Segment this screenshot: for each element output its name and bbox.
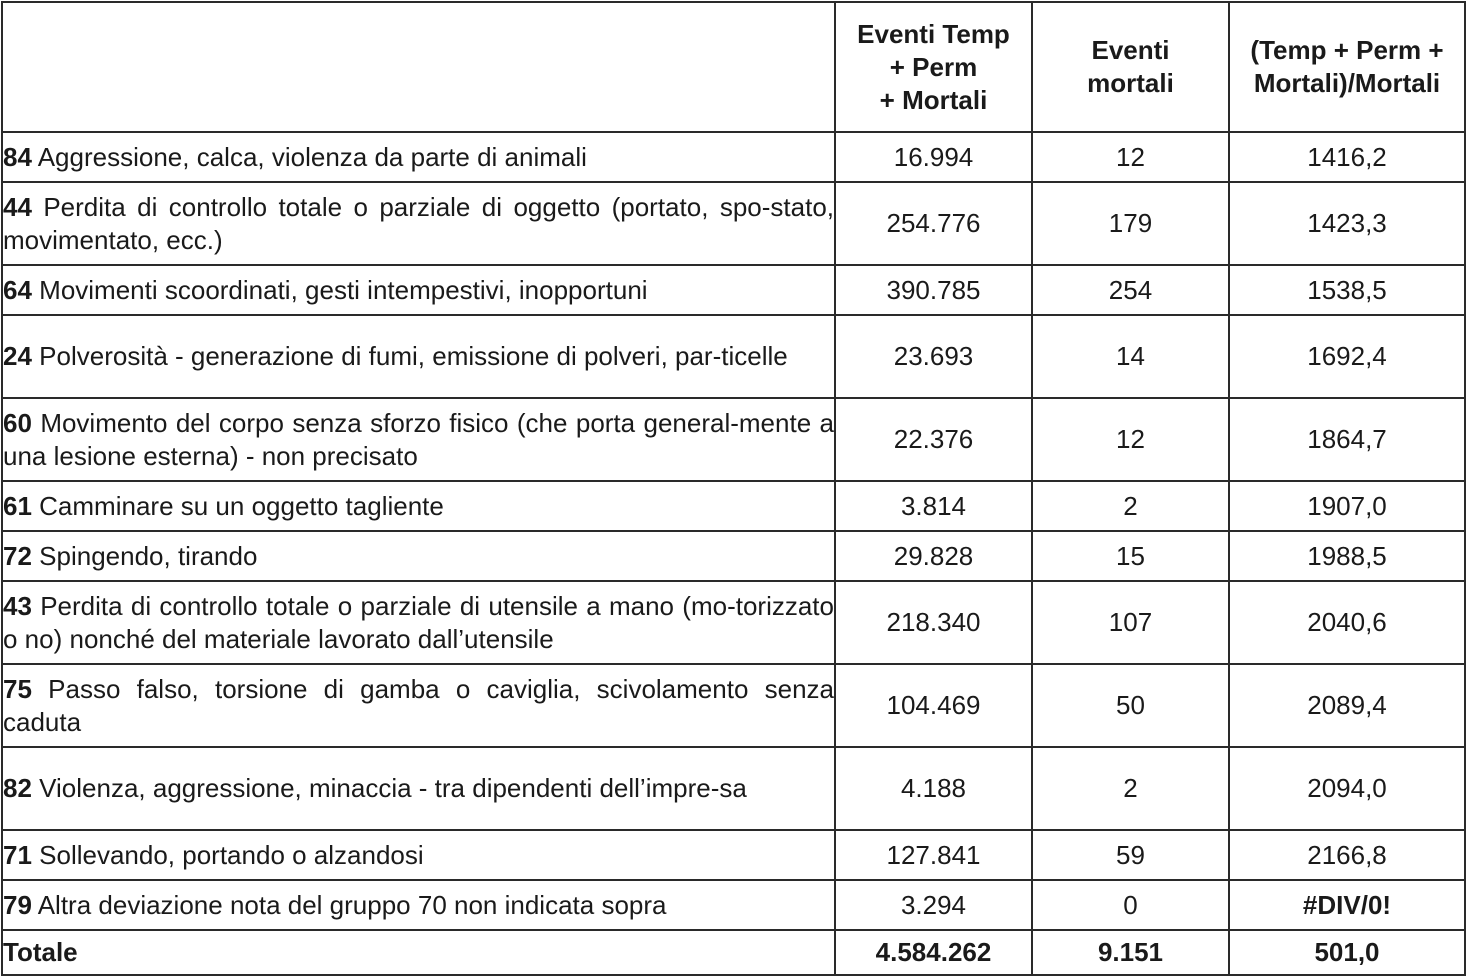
- row-code: 82: [3, 773, 32, 803]
- row-ratio: 2040,6: [1229, 581, 1465, 664]
- row-fatal: 0: [1032, 880, 1229, 930]
- row-code: 79: [3, 889, 32, 920]
- total-ratio: 501,0: [1229, 930, 1465, 975]
- row-code: 64: [3, 274, 32, 305]
- row-text: Perdita di controllo totale o parziale di utensile a mano (mo-torizzato o no) nonché del materiale lavorato dall’utensile: [3, 590, 834, 654]
- row-description: [2, 182, 835, 265]
- header-ratio-line-2: Mortali)/Mortali: [1253, 68, 1441, 98]
- header-fatal-events-line-2: mortali: [1087, 68, 1174, 98]
- row-description: [2, 880, 835, 930]
- deviation-table: [1, 1, 1466, 976]
- table-row: [2, 398, 1465, 481]
- total-label: Totale: [2, 930, 835, 975]
- row-code: 24: [3, 341, 32, 371]
- row-ratio: 1423,3: [1229, 182, 1465, 265]
- row-code: 43: [3, 590, 32, 621]
- row-text: Polverosità - generazione di fumi, emissione di polveri, par-ticelle: [39, 341, 788, 371]
- row-code: 71: [3, 839, 32, 870]
- table-row: [2, 664, 1465, 747]
- row-fatal: 107: [1032, 581, 1229, 664]
- row-fatal: 179: [1032, 182, 1229, 265]
- header-ratio: [1229, 2, 1465, 132]
- row-text: Movimento del corpo senza sforzo fisico (che porta general-mente a una lesione esterna) - non precisato: [3, 407, 834, 471]
- header-events-total-line-3: + Mortali: [879, 84, 988, 115]
- row-text: Movimenti scoordinati, gesti intempestivi, inopportuni: [39, 274, 648, 305]
- row-ratio: 1692,4: [1229, 315, 1465, 398]
- header-ratio-line-1: (Temp + Perm +: [1250, 35, 1444, 65]
- row-ratio: 1907,0: [1229, 481, 1465, 531]
- row-description: [2, 315, 835, 398]
- row-ratio: 1538,5: [1229, 265, 1465, 315]
- row-description: [2, 747, 835, 830]
- header-fatal-events-line-1: Eventi: [1091, 35, 1170, 65]
- header-events-total-line-1: Eventi Temp: [857, 18, 1010, 49]
- row-ratio: #DIV/0!: [1229, 880, 1465, 930]
- table-row: [2, 830, 1465, 880]
- row-ratio: 2166,8: [1229, 830, 1465, 880]
- row-text: Spingendo, tirando: [39, 540, 258, 571]
- header-events-total: [835, 2, 1032, 132]
- row-events: 22.376: [835, 398, 1032, 481]
- total-row: [2, 930, 1465, 975]
- table-row: [2, 880, 1465, 930]
- row-code: 44: [3, 191, 32, 222]
- table-row: [2, 182, 1465, 265]
- row-text: Altra deviazione nota del gruppo 70 non indicata sopra: [37, 889, 667, 920]
- row-events: 127.841: [835, 830, 1032, 880]
- row-events: 218.340: [835, 581, 1032, 664]
- row-fatal: 59: [1032, 830, 1229, 880]
- row-fatal: 50: [1032, 664, 1229, 747]
- row-text: Aggressione, calca, violenza da parte di animali: [37, 141, 587, 172]
- table-row: [2, 265, 1465, 315]
- row-fatal: 12: [1032, 398, 1229, 481]
- row-ratio: 2089,4: [1229, 664, 1465, 747]
- row-code: 75: [3, 673, 32, 704]
- row-fatal: 14: [1032, 315, 1229, 398]
- row-fatal: 2: [1032, 747, 1229, 830]
- row-text: Violenza, aggressione, minaccia - tra dipendenti dell’impre-sa: [39, 773, 747, 803]
- table-row: [2, 132, 1465, 182]
- header-description: [2, 2, 835, 132]
- row-ratio: 1988,5: [1229, 531, 1465, 581]
- row-description: [2, 398, 835, 481]
- row-events: 29.828: [835, 531, 1032, 581]
- row-code: 60: [3, 407, 32, 438]
- table-row: [2, 747, 1465, 830]
- total-fatal: 9.151: [1032, 930, 1229, 975]
- row-events: 3.814: [835, 481, 1032, 531]
- row-description: [2, 830, 835, 880]
- table-row: [2, 581, 1465, 664]
- total-events: 4.584.262: [835, 930, 1032, 975]
- row-text: Sollevando, portando o alzandosi: [39, 839, 424, 870]
- row-description: [2, 481, 835, 531]
- table-row: [2, 315, 1465, 398]
- row-description: [2, 581, 835, 664]
- header-fatal-events: [1032, 2, 1229, 132]
- row-events: 104.469: [835, 664, 1032, 747]
- row-ratio: 2094,0: [1229, 747, 1465, 830]
- row-ratio: 1864,7: [1229, 398, 1465, 481]
- header-row: [2, 2, 1465, 132]
- row-code: 61: [3, 490, 32, 521]
- row-events: 16.994: [835, 132, 1032, 182]
- row-events: 254.776: [835, 182, 1032, 265]
- header-events-total-line-2: + Perm: [889, 51, 978, 82]
- row-description: [2, 531, 835, 581]
- row-fatal: 15: [1032, 531, 1229, 581]
- row-text: Perdita di controllo totale o parziale di oggetto (portato, spo-stato, movimentato, ecc.): [3, 191, 835, 255]
- row-events: 4.188: [835, 747, 1032, 830]
- row-events: 390.785: [835, 265, 1032, 315]
- row-description: [2, 265, 835, 315]
- row-code: 72: [3, 540, 32, 571]
- row-description: [2, 664, 835, 747]
- row-text: Camminare su un oggetto tagliente: [39, 490, 444, 521]
- row-fatal: 12: [1032, 132, 1229, 182]
- row-fatal: 2: [1032, 481, 1229, 531]
- row-code: 84: [3, 141, 32, 172]
- row-description: [2, 132, 835, 182]
- row-ratio: 1416,2: [1229, 132, 1465, 182]
- row-events: 3.294: [835, 880, 1032, 930]
- row-text: Passo falso, torsione di gamba o caviglia, scivolamento senza caduta: [3, 673, 834, 737]
- row-events: 23.693: [835, 315, 1032, 398]
- row-fatal: 254: [1032, 265, 1229, 315]
- table-row: [2, 531, 1465, 581]
- table-row: [2, 481, 1465, 531]
